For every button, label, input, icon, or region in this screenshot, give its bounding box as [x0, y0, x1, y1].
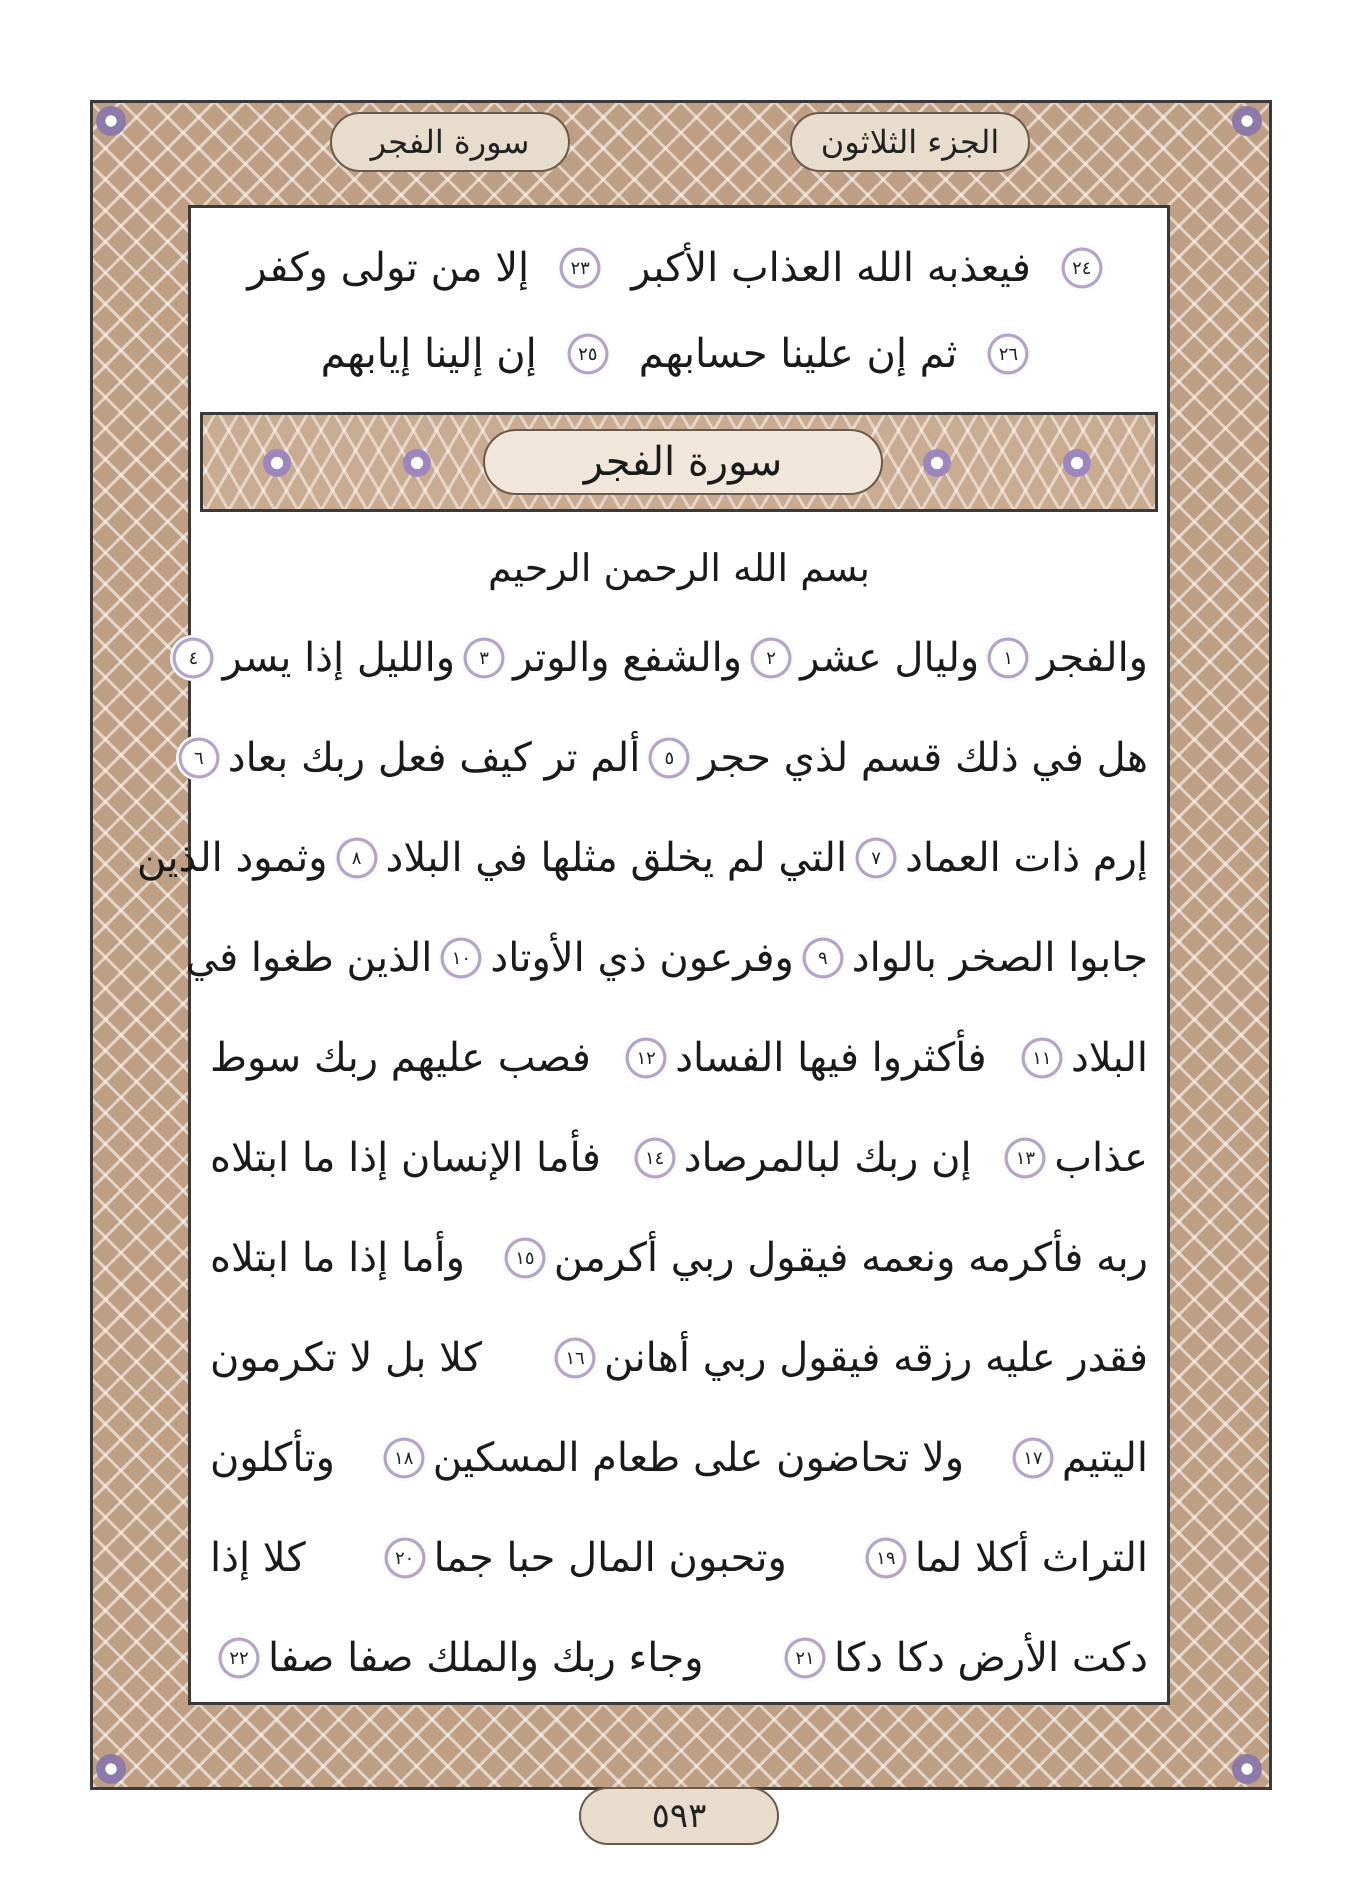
verse-text: والشفع والوتر	[513, 635, 743, 681]
verse-line	[193, 715, 1148, 801]
ayah-marker: ١٩	[863, 1535, 909, 1581]
verse-text: فقدر عليه رزقه فيقول ربي أهانن	[604, 1335, 1148, 1381]
verse-line	[200, 225, 1158, 311]
flower-ornament-icon	[263, 449, 291, 477]
verse-text: كلا بل لا تكرمون	[210, 1335, 483, 1381]
verse-text: فصب عليهم ربك سوط	[210, 1035, 591, 1081]
ayah-marker: ١٨	[381, 1435, 427, 1481]
corner-ornament-bottom-right	[1232, 1754, 1262, 1784]
verse-text: فيعذبه الله العذاب الأكبر	[631, 245, 1031, 291]
verse-text: ربه فأكرمه ونعمه فيقول ربي أكرمن	[553, 1235, 1148, 1281]
ayah-marker: ٣	[461, 635, 507, 681]
ayah-marker: ١٦	[552, 1335, 598, 1381]
ayah-marker: ٢٣	[557, 245, 603, 291]
ayah-marker: ٢٥	[565, 331, 611, 377]
verse-text: وأما إذا ما ابتلاه	[210, 1235, 465, 1281]
verse-text: وتحبون المال حبا جما	[433, 1535, 787, 1581]
ayah-marker: ١٠	[438, 935, 484, 981]
ayah-marker: ١٧	[1010, 1435, 1056, 1481]
ayah-marker: ٥	[646, 735, 692, 781]
verse-text: اليتيم	[1061, 1435, 1148, 1481]
flower-ornament-icon	[403, 449, 431, 477]
verse-text: وفرعون ذي الأوتاد	[490, 935, 794, 981]
verse-line	[210, 1615, 1148, 1701]
ayah-marker: ٧	[853, 835, 899, 881]
verse-text: الذين طغوا في	[185, 935, 433, 981]
bismillah: بسم الله الرحمن الرحيم	[488, 546, 870, 590]
juz-header-label: الجزء الثلاثون	[790, 112, 1030, 172]
verse-line	[185, 915, 1148, 1001]
verse-line	[210, 1115, 1148, 1201]
verse-text: فأكثروا فيها الفساد	[675, 1035, 987, 1081]
verse-text: فأما الإنسان إذا ما ابتلاه	[210, 1135, 601, 1181]
ayah-marker: ٢٢	[216, 1635, 262, 1681]
ayah-marker: ٤	[170, 635, 216, 681]
verse-text: التراث أكلا لما	[914, 1535, 1148, 1581]
ayah-marker: ٢٠	[382, 1535, 428, 1581]
verse-text: ثم إن علينا حسابهم	[638, 331, 958, 377]
ayah-marker: ١٤	[632, 1135, 678, 1181]
flower-ornament-icon	[923, 449, 951, 477]
corner-ornament-top-right	[1232, 106, 1262, 136]
ayah-marker: ١٣	[1002, 1135, 1048, 1181]
verse-text: التي لم يخلق مثلها في البلاد	[385, 835, 848, 881]
verse-text: وجاء ربك والملك صفا صفا	[268, 1635, 704, 1681]
verse-text: كلا إذا	[210, 1535, 306, 1581]
verse-line	[188, 615, 1148, 701]
ayah-marker: ٩	[800, 935, 846, 981]
ayah-marker: ٢١	[782, 1635, 828, 1681]
ayah-marker: ٢٦	[985, 331, 1031, 377]
ayah-marker: ٦	[176, 735, 222, 781]
verse-text: جابوا الصخر بالواد	[851, 935, 1148, 981]
corner-ornament-bottom-left	[96, 1754, 126, 1784]
verse-text: إلا من تولى وكفر	[247, 245, 530, 291]
verse-line	[210, 1015, 1148, 1101]
ayah-marker: ٨	[334, 835, 380, 881]
verse-text: دكت الأرض دكا دكا	[834, 1635, 1148, 1681]
verse-line	[210, 1415, 1148, 1501]
ayah-marker: ١	[985, 635, 1031, 681]
surah-title-banner	[200, 412, 1158, 512]
verse-text: البلاد	[1070, 1035, 1148, 1081]
verse-text: ولا تحاضون على طعام المسكين	[432, 1435, 965, 1481]
ayah-marker: ٢٤	[1059, 245, 1105, 291]
verse-line	[210, 1315, 1148, 1401]
verse-line	[210, 1515, 1148, 1601]
surah-header-label: سورة الفجر	[330, 112, 570, 172]
verse-text: وثمود الذين	[136, 835, 328, 881]
verse-text: والليل إذا يسر	[222, 635, 456, 681]
page-number: ٥٩٣	[579, 1787, 779, 1845]
ayah-marker: ١٥	[502, 1235, 548, 1281]
verse-line	[136, 815, 1148, 901]
corner-ornament-top-left	[96, 106, 126, 136]
verse-text: والفجر	[1037, 635, 1148, 681]
flower-ornament-icon	[1063, 449, 1091, 477]
verse-text: وليال عشر	[800, 635, 980, 681]
verse-text: إن إلينا إيابهم	[320, 331, 537, 377]
ayah-marker: ١٢	[623, 1035, 669, 1081]
verse-line	[200, 311, 1158, 397]
verse-text: إرم ذات العماد	[905, 835, 1148, 881]
ayah-marker: ٢	[748, 635, 794, 681]
verse-text: وتأكلون	[210, 1435, 335, 1481]
verse-text: عذاب	[1054, 1135, 1148, 1181]
ayah-marker: ١١	[1019, 1035, 1065, 1081]
surah-title: سورة الفجر	[483, 429, 883, 495]
verse-line	[210, 1215, 1148, 1301]
verse-text: إن ربك لبالمرصاد	[683, 1135, 972, 1181]
verse-text: ألم تر كيف فعل ربك بعاد	[227, 735, 641, 781]
verse-text: هل في ذلك قسم لذي حجر	[698, 735, 1148, 781]
